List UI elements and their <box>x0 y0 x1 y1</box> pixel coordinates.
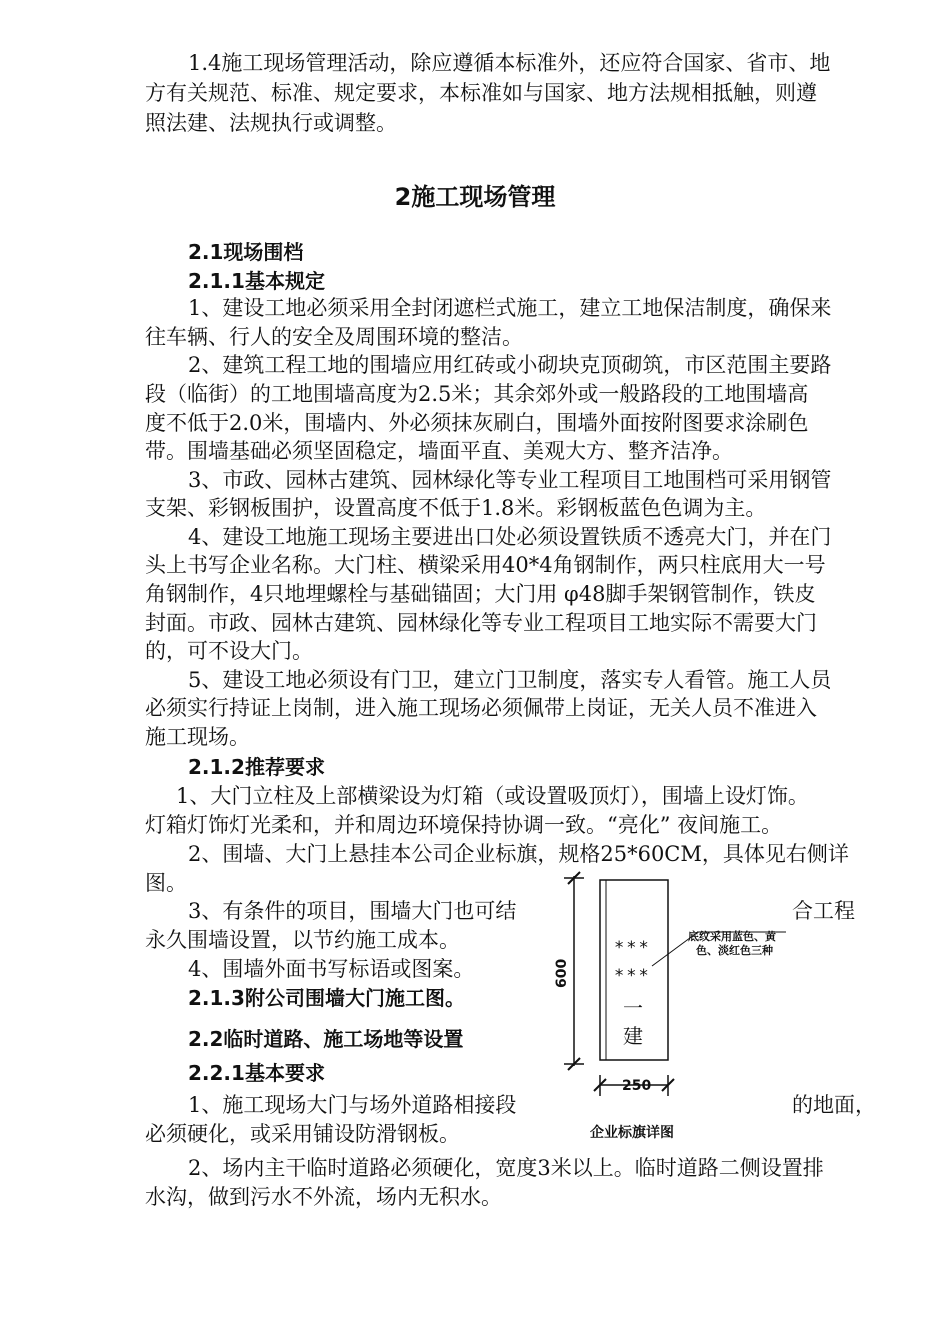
rule-2-line-1: 2、建筑工程工地的围墙应用红砖或小砌块克顶砌筑，市区范围主要路 <box>188 353 832 377</box>
rule-1-line-1: 1、建设工地必须采用全封闭遮栏式施工，建立工地保洁制度，确保来 <box>188 296 832 320</box>
heading-2-1: 2.1现场围档 <box>188 240 304 264</box>
figure-caption: 企业标旗详图 <box>590 1125 674 1141</box>
recommend-3-line-2: 永久围墙设置，以节约施工成本。 <box>145 928 460 952</box>
section-title-2: 2施工现场管理 <box>394 183 556 211</box>
requirement-1-line-1a: 1、施工现场大门与场外道路相接段 <box>188 1093 517 1117</box>
flag-text-line-2: *** <box>614 966 651 986</box>
flag-text-line-1: *** <box>614 938 651 958</box>
recommend-1-line-1: 1、大门立柱及上部横梁设为灯箱（或设置吸顶灯），围墙上设灯饰。 <box>176 784 809 808</box>
rule-1-line-2: 往车辆、行人的安全及周围环境的整洁。 <box>145 325 523 349</box>
heading-2-1-1: 2.1.1基本规定 <box>188 269 325 293</box>
requirement-1-line-2: 必须硬化，或采用铺设防滑钢板。 <box>145 1122 460 1146</box>
rule-4-line-1: 4、建设工地施工现场主要进出口处必须设置铁质不透亮大门，并在门 <box>188 525 832 549</box>
recommend-4-line-1: 4、围墙外面书写标语或图案。 <box>188 957 475 981</box>
paragraph-1-4-line-1: 1.4施工现场管理活动，除应遵循本标准外，还应符合国家、省市、地 <box>188 51 831 75</box>
rule-2-line-4: 带。围墙基础必须坚固稳定，墙面平直、美观大方、整齐洁净。 <box>145 439 733 463</box>
recommend-1-line-2: 灯箱灯饰灯光柔和，并和周边环境保持协调一致。“亮化” 夜间施工。 <box>145 813 783 837</box>
flag-note-line-2: 色、淡红色三种 <box>696 944 773 957</box>
height-label: 600 <box>554 958 570 988</box>
rule-5-line-2: 必须实行持证上岗制，进入施工现场必须佩带上岗证，无关人员不准进入 <box>145 696 817 720</box>
rule-4-line-3: 角钢制作，4只地埋螺栓与基础锚固；大门用 φ48脚手架钢管制作，铁皮 <box>145 582 816 606</box>
paragraph-1-4-line-3: 照法建、法规执行或调整。 <box>145 111 397 135</box>
rule-5-line-1: 5、建设工地必须设有门卫，建立门卫制度，落实专人看管。施工人员 <box>188 668 832 692</box>
recommend-2-line-1: 2、围墙、大门上悬挂本公司企业标旗，规格25*60CM，具体见右侧详 <box>188 842 849 866</box>
requirement-1-line-1b: 的地面， <box>792 1093 876 1117</box>
rule-3-line-1: 3、市政、园林古建筑、园林绿化等专业工程项目工地围档可采用钢管 <box>188 468 832 492</box>
rule-4-line-4: 封面。市政、园林古建筑、园林绿化等专业工程项目工地实际不需要大门 <box>145 611 817 635</box>
recommend-3-line-1a: 3、有条件的项目，围墙大门也可结 <box>188 899 517 923</box>
enterprise-flag-figure <box>548 870 788 1145</box>
requirement-2-line-2: 水沟，做到污水不外流，场内无积水。 <box>145 1185 502 1209</box>
heading-2-1-3: 2.1.3附公司围墙大门施工图。 <box>188 986 465 1010</box>
width-label: 250 <box>622 1078 652 1094</box>
heading-2-2: 2.2临时道路、施工场地等设置 <box>188 1027 464 1051</box>
recommend-3-line-1b: 合工程 <box>792 899 855 923</box>
rule-4-line-5: 的，可不设大门。 <box>145 639 313 663</box>
rule-3-line-2: 支架、彩钢板围护，设置高度不低于1.8米。彩钢板蓝色色调为主。 <box>145 496 767 520</box>
paragraph-1-4-line-2: 方有关规范、标准、规定要求，本标准如与国家、地方法规相抵触，则遵 <box>145 81 817 105</box>
rule-2-line-2: 段（临街）的工地围墙高度为2.5米；其余郊外或一般路段的工地围墙高 <box>145 382 809 406</box>
heading-2-2-1: 2.2.1基本要求 <box>188 1061 325 1085</box>
recommend-2-line-2: 图。 <box>145 871 187 895</box>
flag-drawing <box>548 870 788 1145</box>
flag-text-line-4: 建 <box>623 1024 643 1048</box>
flag-note-line-1: 底纹采用蓝色、黄 <box>688 930 776 943</box>
heading-2-1-2: 2.1.2推荐要求 <box>188 755 325 779</box>
requirement-2-line-1: 2、场内主干临时道路必须硬化，宽度3米以上。临时道路二侧设置排 <box>188 1156 824 1180</box>
flag-text-line-3: 一 <box>623 996 643 1020</box>
rule-5-line-3: 施工现场。 <box>145 725 250 749</box>
rule-4-line-2: 头上书写企业名称。大门柱、横梁采用40*4角钢制作，两只柱底用大一号 <box>145 553 826 577</box>
rule-2-line-3: 度不低于2.0米，围墙内、外必须抹灰刷白，围墙外面按附图要求涂刷色 <box>145 411 809 435</box>
